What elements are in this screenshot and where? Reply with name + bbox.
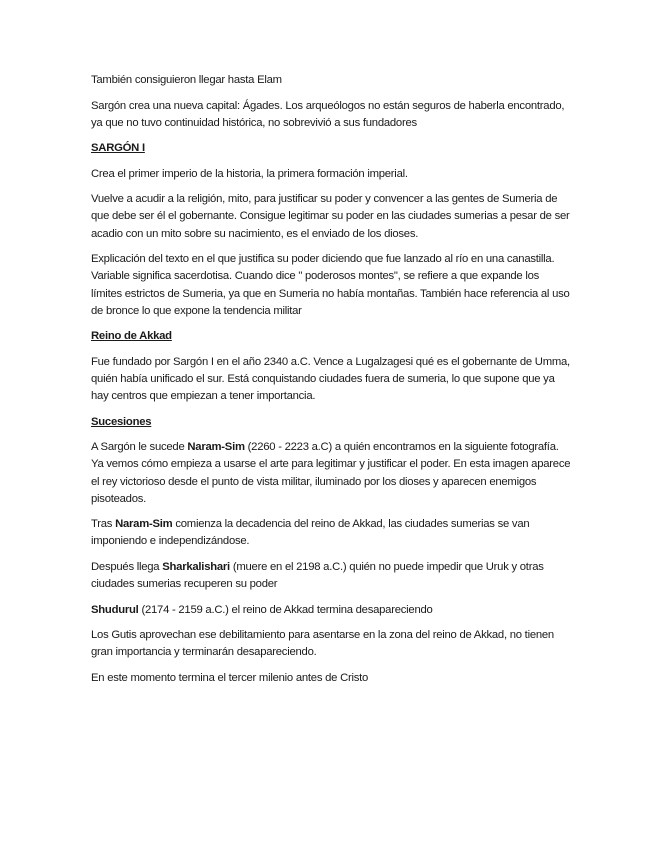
paragraph-shudurul — [91, 602, 571, 619]
bold-name: Sharkalishari — [162, 560, 230, 573]
text-run: (2260 - 2223 a.C) a quién encontramos en la siguiente fotografía. Ya vemos cómo empieza a usarse el arte para legitimar y justificar el poder. En esta imagen aparece el rey victorioso desde el punto de vista militar, iluminado por los dioses y aparecen enemigos pisoteados. — [91, 441, 571, 505]
paragraph-sharkalishari — [91, 559, 571, 593]
text-run: (2174 - 2159 a.C.) el reino de Akkad termina desapareciendo — [138, 603, 433, 616]
heading-reino-akkad: Reino de Akkad — [91, 330, 172, 343]
paragraph-fundado: Fue fundado por Sargón I en el año 2340 a.C. Vence a Lugalzagesi qué es el gobernante de Umma, quién había unificado el sur. Está conquistando ciudades fuera de sumeria, lo que supone que ya hay centros que empiezan a tener importancia. — [91, 355, 570, 403]
text-run: Tras — [91, 518, 116, 531]
paragraph-primer-imperio: Crea el primer imperio de la historia, la primera formación imperial. — [91, 167, 408, 180]
paragraph-explicacion: Explicación del texto en el que justifica su poder diciendo que fue lanzado al río en una canastilla. Variable significa sacerdotisa. Cuando dice " poderosos montes", se refiere a que expande los límites estrictos de Sumeria, ya que en Sumeria no había montañas. También hace referencia al uso de bronce lo que expone la tendencia militar — [91, 253, 570, 317]
heading-sargon: SARGÓN I — [91, 142, 145, 155]
bold-name: Naram-Sim — [187, 441, 245, 454]
paragraph-gutis: Los Gutis aprovechan ese debilitamiento para asentarse en la zona del reino de Akkad, no tienen gran importancia y terminarán desapareciendo. — [91, 629, 554, 659]
text-run: Después llega — [91, 560, 163, 573]
paragraph-decadencia — [91, 516, 571, 550]
paragraph-agades: Sargón crea una nueva capital: Ágades. Los arqueólogos no están seguros de haberla encontrado, ya que no tuvo continuidad histórica, no sobrevivió a sus fundadores — [91, 99, 565, 129]
paragraph-religion: Vuelve a acudir a la religión, mito, para justificar su poder y convencer a las gentes de Sumeria de que debe ser él el gobernante. Consigue legitimar su poder en las ciudades sumerias a pesar de ser acadio con un mito sobre su nacimiento, es el enviado de los dioses. — [91, 193, 570, 240]
text-run: (muere en el 2198 a.C.) quién no puede impedir que Uruk y otras ciudades sumerias recuperen su poder — [91, 560, 544, 591]
heading-sucesiones: Sucesiones — [91, 415, 152, 428]
text-run: comienza la decadencia del reino de Akkad, las ciudades sumerias se van imponiendo e independizándose. — [91, 518, 530, 548]
document-page — [91, 72, 571, 695]
paragraph-elam: También consiguieron llegar hasta Elam — [91, 74, 282, 86]
paragraph-naram-sim — [91, 439, 571, 508]
bold-name: Shudurul — [91, 603, 139, 616]
text-run: A Sargón le sucede — [91, 441, 188, 454]
paragraph-tercer-milenio: En este momento termina el tercer milenio antes de Cristo — [91, 671, 369, 684]
bold-name: Naram-Sim — [115, 518, 173, 531]
